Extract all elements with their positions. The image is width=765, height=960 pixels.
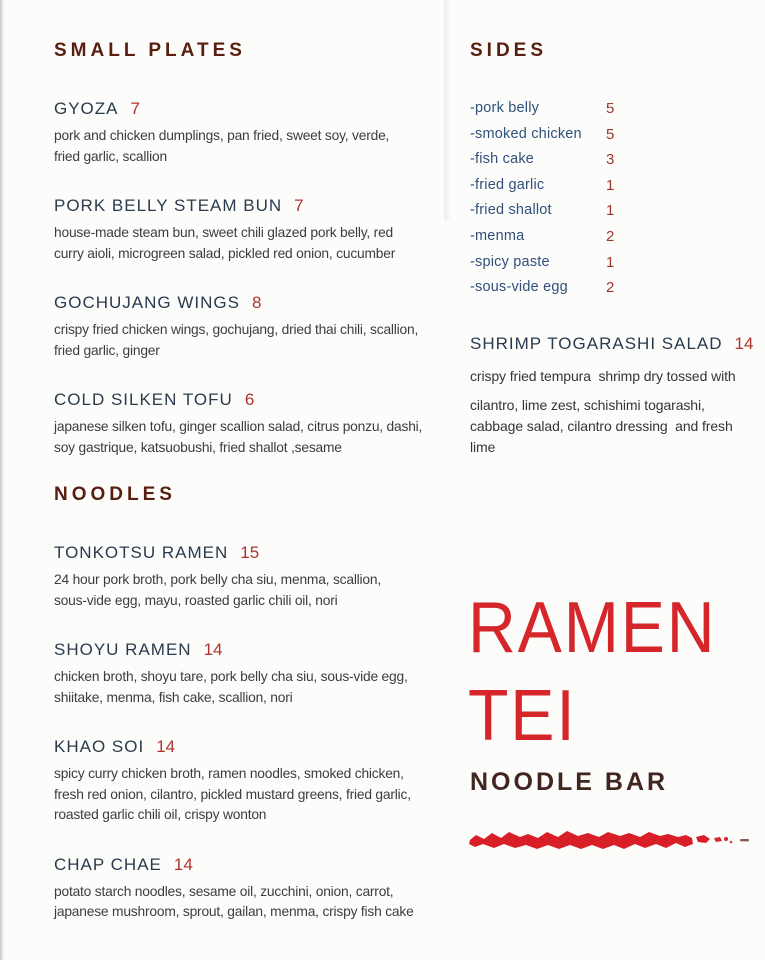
item-price: 15 xyxy=(240,543,260,562)
description-line: roasted garlic chili oil, crispy wonton xyxy=(54,807,267,822)
side-row-fried-shallot xyxy=(470,198,762,224)
side-row-fried-garlic xyxy=(470,173,762,199)
item-name-row xyxy=(54,852,484,878)
menu-item-pork-belly-steam-bun xyxy=(54,193,484,264)
item-name-row xyxy=(54,96,484,122)
side-price: 1 xyxy=(606,253,615,271)
side-name: -fried shallot xyxy=(470,202,552,219)
side-name: -sous-vide egg xyxy=(470,279,568,296)
menu-item-shrimp-togarashi-salad xyxy=(470,331,762,357)
right-column xyxy=(470,40,762,458)
section-title-sides: SIDES xyxy=(470,40,548,61)
item-description xyxy=(54,667,484,708)
brand-subtitle-noodle-bar: NOODLE BAR xyxy=(470,768,669,796)
item-price: 14 xyxy=(173,854,193,874)
item-name: TONKOTSU RAMEN xyxy=(54,543,229,562)
brand-wordmark-tei: TEI xyxy=(468,676,577,756)
side-row-sous-vide-egg xyxy=(470,275,762,301)
side-row-pork-belly xyxy=(470,96,762,122)
item-name-row xyxy=(54,387,484,413)
side-price: 3 xyxy=(606,151,615,169)
item-price: 14 xyxy=(156,737,176,756)
side-name: -fried garlic xyxy=(470,176,545,193)
description-line: shiitake, menma, fish cake, scallion, nori xyxy=(54,689,293,705)
item-price: 7 xyxy=(130,99,140,118)
side-row-menma xyxy=(470,224,762,250)
section-title-noodles: NOODLES xyxy=(54,484,176,505)
brand-wordmark-ramen: RAMEN xyxy=(468,588,717,668)
side-name: -smoked chicken xyxy=(470,125,582,142)
item-name: PORK BELLY STEAM BUN xyxy=(54,196,283,215)
description-line: potato starch noodles, sesame oil, zucchini, onion, carrot, xyxy=(54,883,394,899)
side-name: -pork belly xyxy=(470,100,540,116)
menu-item-chap-chae xyxy=(54,852,484,923)
description-line: lime xyxy=(470,438,496,455)
side-price: 1 xyxy=(606,176,615,194)
side-name: -fish cake xyxy=(470,151,535,168)
item-name: KHAO SOI xyxy=(54,737,145,756)
description-line: chicken broth, shoyu tare, pork belly cha siu, sous-vide egg, xyxy=(54,669,408,684)
menu-item-cold-silken-tofu xyxy=(54,387,484,458)
description-line: fried garlic, scallion xyxy=(54,148,167,164)
side-row-smoked-chicken xyxy=(470,122,762,148)
description-line: crispy fried tempura shrimp dry tossed with xyxy=(470,367,736,384)
description-line: japanese silken tofu, ginger scallion salad, citrus ponzu, dashi, xyxy=(54,419,423,434)
brush-stroke-graphic xyxy=(468,827,758,855)
description-line: house-made steam bun, sweet chili glazed pork belly, red xyxy=(54,225,394,240)
description-line: spicy curry chicken broth, ramen noodles, smoked chicken, xyxy=(54,766,404,781)
description-line: fresh red onion, cilantro, pickled mustard greens, fried garlic, xyxy=(54,786,411,802)
item-name: GOCHUJANG WINGS xyxy=(54,293,240,312)
side-name: -menma xyxy=(470,227,525,244)
item-description xyxy=(54,126,484,167)
item-description xyxy=(470,366,762,458)
sides-list xyxy=(470,96,762,301)
description-line: pork and chicken dumplings, pan fried, sweet soy, verde, xyxy=(54,128,390,143)
section-title-small-plates: SMALL PLATES xyxy=(54,40,246,61)
menu-item-tonkotsu-ramen xyxy=(54,540,484,611)
description-line: soy gastrique, katsuobushi, fried shallot ,sesame xyxy=(54,439,342,455)
description-line: sous-vide egg, mayu, roasted garlic chili oil, nori xyxy=(54,592,338,608)
item-name-row xyxy=(54,290,484,316)
item-name: GYOZA xyxy=(54,99,119,118)
left-column xyxy=(54,40,484,949)
item-price: 14 xyxy=(203,640,223,659)
item-price: 14 xyxy=(734,333,754,353)
side-price: 5 xyxy=(606,100,615,117)
item-name: SHOYU RAMEN xyxy=(54,640,192,659)
side-price: 5 xyxy=(606,125,615,143)
item-price: 8 xyxy=(251,293,262,312)
item-name-row xyxy=(54,734,484,760)
description-line: fried garlic, ginger xyxy=(54,342,160,358)
side-row-spicy-paste xyxy=(470,250,762,276)
item-price: 7 xyxy=(294,196,304,215)
description-line: cabbage salad, cilantro dressing and fresh xyxy=(470,417,733,434)
item-description xyxy=(54,320,484,361)
item-description xyxy=(54,223,484,264)
item-name: SHRIMP TOGARASHI SALAD xyxy=(470,333,723,353)
side-price: 1 xyxy=(606,202,615,220)
menu-item-khao-soi xyxy=(54,734,484,826)
item-name-row xyxy=(54,540,484,566)
item-name: COLD SILKEN TOFU xyxy=(54,390,233,409)
item-description xyxy=(54,882,484,923)
item-name-row xyxy=(54,637,484,663)
side-row-fish-cake xyxy=(470,147,762,173)
side-price: 2 xyxy=(606,279,615,297)
menu-item-shoyu-ramen xyxy=(54,637,484,708)
description-line: cilantro, lime zest, schishimi togarashi, xyxy=(470,396,705,413)
description-line: 24 hour pork broth, pork belly cha siu, menma, scallion, xyxy=(54,572,381,587)
side-name: -spicy paste xyxy=(470,253,550,270)
item-description xyxy=(54,570,484,611)
description-line: japanese mushroom, sprout, gailan, menma, crispy fish cake xyxy=(54,904,414,919)
description-line: curry aioli, microgreen salad, pickled red onion, cucumber xyxy=(54,245,396,261)
menu-item-gochujang-wings xyxy=(54,290,484,361)
item-name-row xyxy=(54,193,484,219)
menu-item-gyoza xyxy=(54,96,484,167)
description-line: crispy fried chicken wings, gochujang, dried thai chili, scallion, xyxy=(54,322,419,337)
item-description xyxy=(54,417,484,458)
side-price: 2 xyxy=(606,227,615,245)
item-description xyxy=(54,764,484,826)
item-price: 6 xyxy=(244,390,255,409)
item-name: CHAP CHAE xyxy=(54,854,162,874)
